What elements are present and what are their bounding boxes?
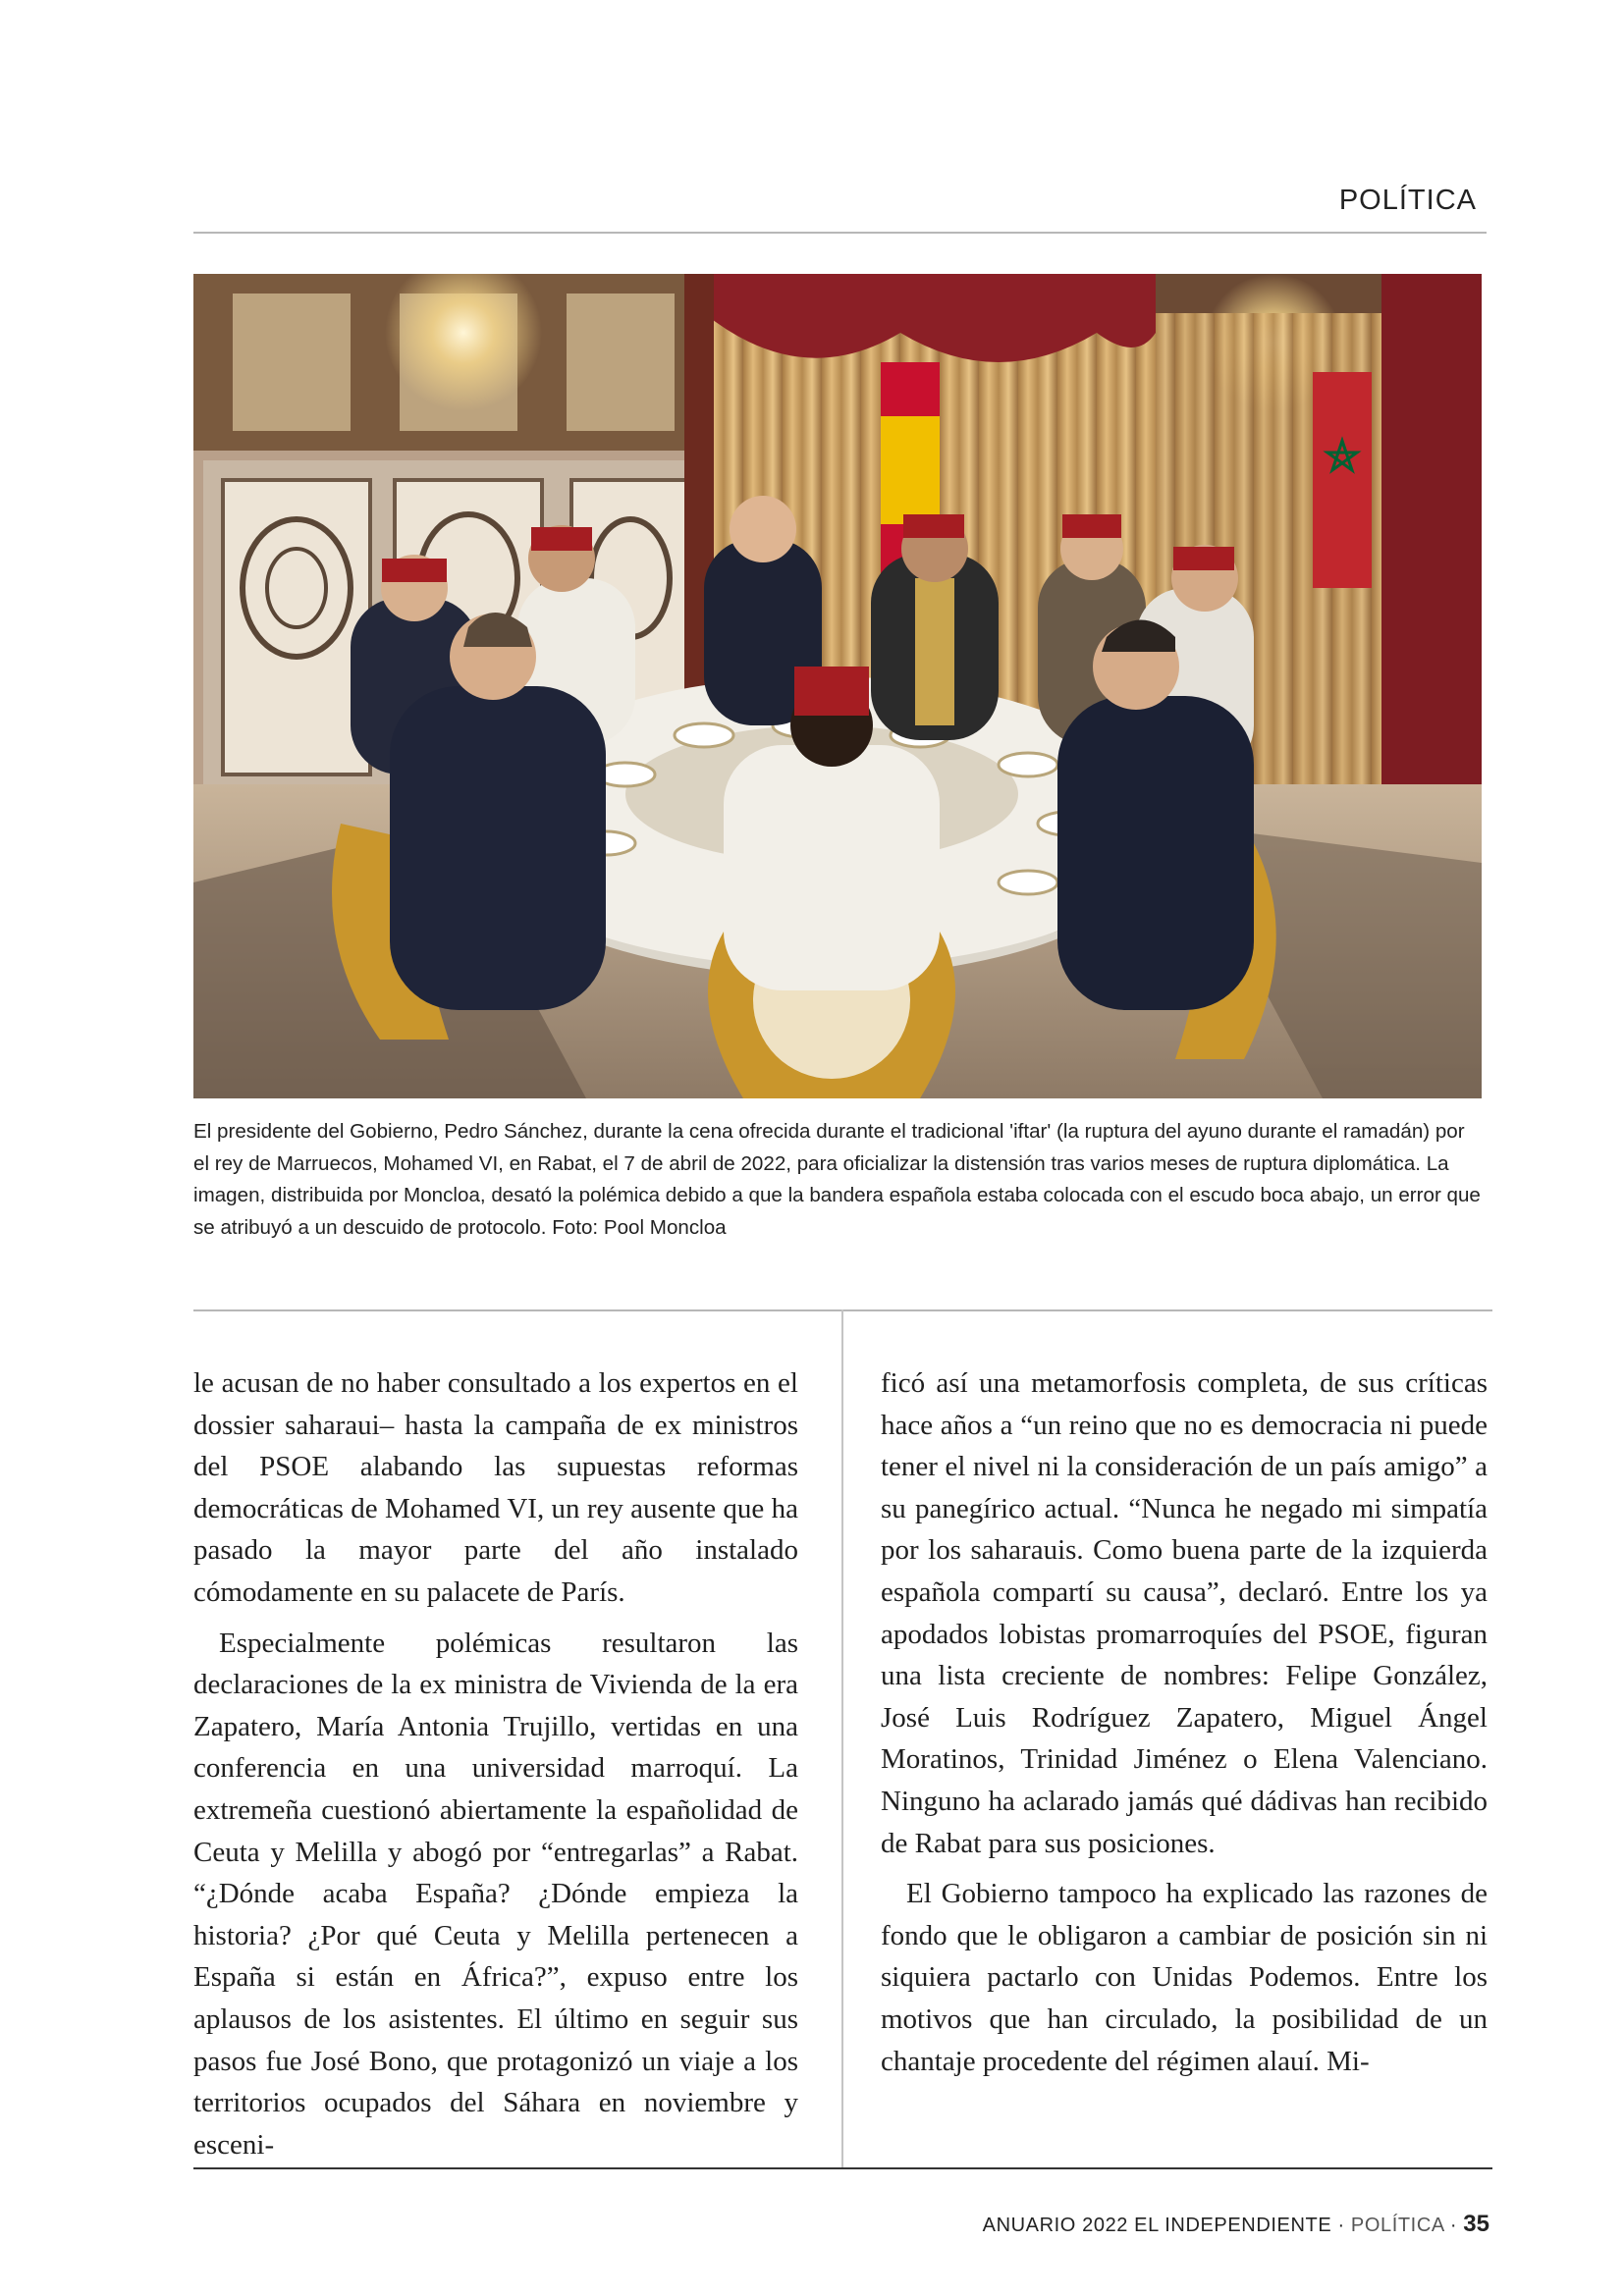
article-photo — [193, 274, 1482, 1098]
photo-caption: El presidente del Gobierno, Pedro Sánchez, durante la cena ofrecida durante el tradicional 'iftar' (la ruptura del ayuno durante el ramadán) por el rey de Marruecos, Mohamed VI, en Rabat, el 7 de abril de 2022, para oficializar la distensión tras varios meses de ruptura diplomática. La imagen, distribuida por Moncloa, desató la polémica debido a que la bandera española estaba colocada con el escudo boca abajo, un error que se atribuyó a un descuido de protocolo. Foto: Pool Moncloa — [193, 1120, 1481, 1239]
section-title: POLÍTICA — [1338, 185, 1477, 216]
header-rule — [193, 232, 1487, 234]
article-paragraph: ficó así una metamorfosis completa, de sus críticas hace años a “un reino que no es democracia ni puede tener el nivel ni la consideración de un país amigo” a su panegírico actual. “Nunca he negado mi simpatía por los saharauis. Como buena parte de la izquierda española compartí su causa”, declaró. Entre los ya apodados lobistas promarroquíes del PSOE, figuran una lista creciente de nombres: Felipe González, José Luis Rodríguez Zapatero, Miguel Ángel Moratinos, Trinidad Jiménez o Elena Valenciano. Ninguno ha aclarado jamás qué dádivas han recibido de Rabat para sus posiciones. — [881, 1367, 1488, 1859]
footer-publication: ANUARIO 2022 EL INDEPENDIENTE — [982, 2215, 1332, 2236]
footer-rule — [193, 2167, 1492, 2169]
footer-separator: · — [1443, 2215, 1464, 2236]
article-paragraph: El Gobierno tampoco ha explicado las razones de fondo que le obligaron a cambiar de posición sin ni siquiera pactarlo con Unidas Podemos. Entre los motivos que han circulado, la posibilidad de un chantaje procedente del régimen alauí. Mi- — [881, 1878, 1488, 2077]
footer-separator: · — [1331, 2215, 1351, 2236]
page-footer — [983, 2211, 1489, 2238]
article-column-left — [193, 1362, 798, 2165]
article-paragraph: Especialmente polémicas resultaron las declaraciones de la ex ministra de Vivienda de la era Zapatero, María Antonia Trujillo, vertidas en una conferencia en una universidad marroquí. La extremeña cuestionó abiertamente la españolidad de Ceuta y Melilla y abogó por “entregarlas” a Rabat. “¿Dónde acaba España? ¿Dónde empieza la historia? ¿Por qué Ceuta y Melilla pertenecen a España si están en África?”, expuso entre los aplausos de los asistentes. El último en seguir sus pasos fue José Bono, que protagonizó un viaje a los territorios ocupados del Sáhara en noviembre y esceni- — [193, 1627, 798, 2161]
column-divider — [841, 1309, 843, 2167]
article-paragraph: le acusan de no haber consultado a los expertos en el dossier saharaui– hasta la campaña de ex ministros del PSOE alabando las supuestas reformas democráticas de Mohamed VI, un rey ausente que ha pasado la mayor parte del año instalado cómodamente en su palacete de París. — [193, 1367, 798, 1608]
page-number: 35 — [1463, 2211, 1489, 2237]
photo-illustration — [193, 274, 1482, 1098]
footer-section: POLÍTICA — [1350, 2215, 1444, 2236]
article-column-right — [881, 1362, 1488, 2082]
